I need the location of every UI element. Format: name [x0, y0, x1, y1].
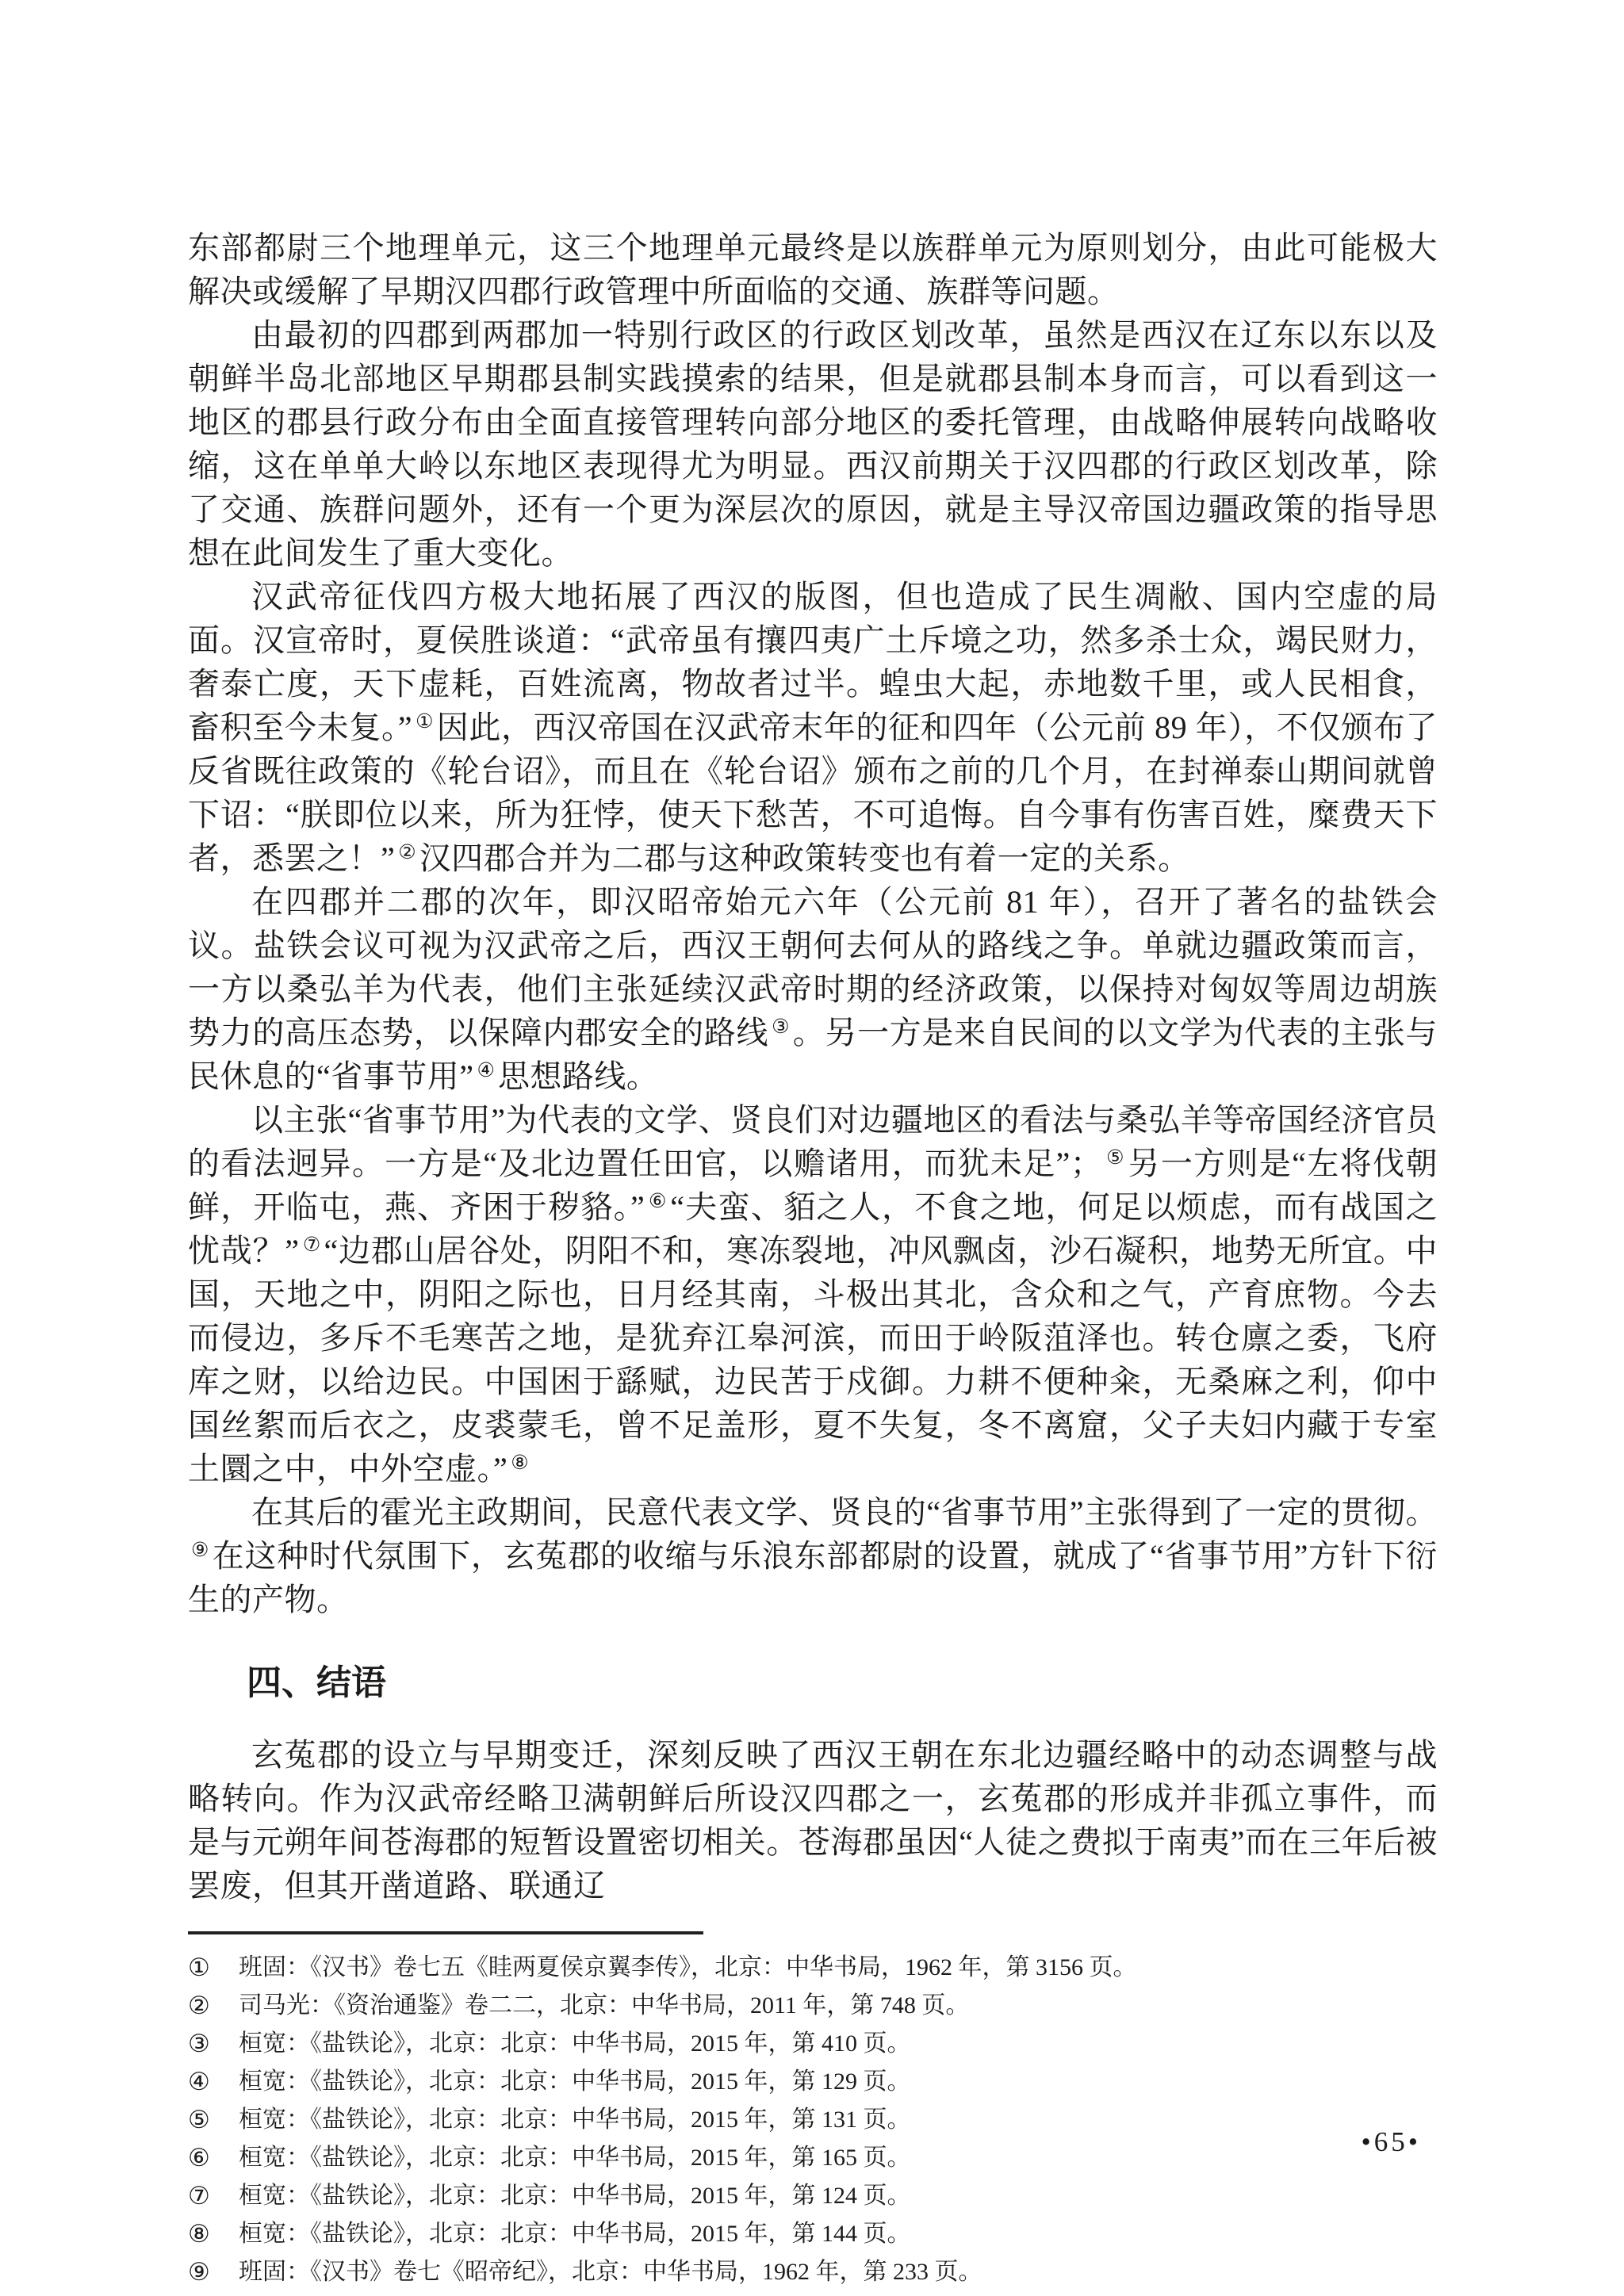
footnote-item: [188, 1987, 1438, 2025]
footnote-item: [188, 2215, 1438, 2253]
footnote-marker: ⑤: [188, 2106, 210, 2133]
footnote-item: [188, 2025, 1438, 2063]
footnote-text: 桓宽：《盐铁论》，北京：北京：中华书局，2015 年，第 144 页。: [239, 2221, 911, 2247]
footnote-reference: ⑥: [648, 1191, 668, 1212]
footnote-item: [188, 2101, 1438, 2139]
footnote-item: [188, 2139, 1438, 2177]
footnote-text: 桓宽：《盐铁论》，北京：北京：中华书局，2015 年，第 165 页。: [239, 2145, 911, 2171]
footnote-reference: ⑦: [302, 1234, 321, 1256]
footnote-marker: ①: [188, 1954, 210, 1981]
footnote-reference: ④: [477, 1060, 495, 1081]
page-number: •65•: [1361, 2126, 1421, 2157]
footnote-reference: ②: [398, 842, 416, 863]
footnotes-section: [188, 1931, 1438, 2291]
footnote-item: [188, 2063, 1438, 2101]
body-paragraph: 以主张“省事节用”为代表的文学、贤良们对边疆地区的看法与桑弘羊等帝国经济官员的看法迥异。一方是“及北边置任田官，以赡诸用，而犹未足”； ⑤ 另一方则是“左将伐朝鲜，开临屯，燕、齐困于秽貉。” ⑥ “夫蛮、貊之人，不食之地，何足以烦虑，而有战国之忧哉？” ⑦ “边郡山居谷处，阴阳不和，寒冻裂地，冲风飘卤，沙石凝积，地势无所宜。中国，天地之中，阴阳之际也，日月经其南，斗极出其北，含众和之气，产育庶物。今去而侵边，多斥不毛寒苦之地，是犹弃江皋河滨，而田于岭阪菹泽也。转仓廪之委，飞府库之财，以给边民。中国困于繇赋，边民苦于戍御。力耕不便种籴，无桑麻之利，仰中国丝絮而后衣之，皮裘蒙毛，曾不足盖形，夏不失复，冬不离窟，父子夫妇内藏于专室土圜之中，中外空虚。” ⑧: [188, 1102, 1438, 1487]
footnote-marker: ⑥: [188, 2144, 210, 2172]
body-paragraph: 东部都尉三个地理单元，这三个地理单元最终是以族群单元为原则划分，由此可能极大解决或缓解了早期汉四郡行政管理中所面临的交通、族群等问题。: [188, 230, 1438, 309]
footnote-reference: ③: [772, 1016, 790, 1038]
footnote-list: [188, 1949, 1438, 2291]
footnote-item: [188, 2253, 1438, 2291]
footnote-marker: ③: [188, 2030, 210, 2057]
footnote-reference: ⑤: [1105, 1147, 1125, 1169]
footnote-marker: ⑧: [188, 2220, 210, 2248]
footnote-separator: [188, 1931, 703, 1934]
footnote-text: 桓宽：《盐铁论》，北京：北京：中华书局，2015 年，第 131 页。: [239, 2107, 911, 2133]
footnote-text: 班固：《汉书》卷七五《眭两夏侯京翼李传》，北京：中华书局，1962 年，第 3156 页。: [239, 1954, 1137, 1980]
footnote-text: 桓宽：《盐铁论》，北京：北京：中华书局，2015 年，第 129 页。: [239, 2068, 911, 2095]
footnote-item: [188, 2177, 1438, 2215]
footnote-reference: ⑧: [511, 1452, 529, 1474]
footnote-marker: ⑦: [188, 2182, 210, 2210]
body-paragraph: 汉武帝征伐四方极大地拓展了西汉的版图，但也造成了民生凋敝、国内空虚的局面。汉宣帝时，夏侯胜谈道：“武帝虽有攘四夷广土斥境之功，然多杀士众，竭民财力，奢泰亡度，天下虚耗，百姓流离，物故者过半。蝗虫大起，赤地数千里，或人民相食，畜积至今未复。” ① 因此，西汉帝国在汉武帝末年的征和四年（公元前 89 年），不仅颁布了反省既往政策的《轮台诏》，而且在《轮台诏》颁布之前的几个月，在封禅泰山期间就曾下诏：“朕即位以来，所为狂悖，使天下愁苦，不可追悔。自今事有伤害百姓，糜费天下者，悉罢之！” ② 汉四郡合并为二郡与这种政策转变也有着一定的关系。: [188, 579, 1438, 876]
footnote-reference: ⑨: [191, 1540, 209, 1561]
footnote-item: [188, 1949, 1438, 1987]
footnote-marker: ⑨: [188, 2258, 210, 2286]
footnote-text: 班固：《汉书》卷七《昭帝纪》，北京：中华书局，1962 年，第 233 页。: [239, 2259, 982, 2285]
footnote-text: 桓宽：《盐铁论》，北京：北京：中华书局，2015 年，第 124 页。: [239, 2183, 911, 2209]
body-paragraph: 在四郡并二郡的次年，即汉昭帝始元六年（公元前 81 年），召开了著名的盐铁会议。盐铁会议可视为汉武帝之后，西汉王朝何去何从的路线之争。单就边疆政策而言，一方以桑弘羊为代表，他们主张延续汉武帝时期的经济政策，以保持对匈奴等周边胡族势力的高压态势，以保障内郡安全的路线 ③ 。另一方是来自民间的以文学为代表的主张与民休息的“省事节用” ④ 思想路线。: [188, 884, 1438, 1094]
section-heading: 四、结语: [247, 1663, 386, 1702]
footnote-reference: ①: [415, 711, 434, 733]
footnote-marker: ②: [188, 1992, 210, 2019]
body-blocks: [188, 226, 1438, 1908]
footnote-text: 司马光：《资治通鉴》卷二二，北京：中华书局，2011 年，第 748 页。: [239, 1992, 970, 2019]
body-paragraph: 玄菟郡的设立与早期变迁，深刻反映了西汉王朝在东北边疆经略中的动态调整与战略转向。作为汉武帝经略卫满朝鲜后所设汉四郡之一，玄菟郡的形成并非孤立事件，而是与元朔年间苍海郡的短暂设置密切相关。苍海郡虽因“人徒之费拟于南夷”而在三年后被罢废，但其开凿道路、联通辽: [188, 1737, 1438, 1904]
body-paragraph: 在其后的霍光主政期间，民意代表文学、贤良的“省事节用”主张得到了一定的贯彻。⑨ 在这种时代氛围下，玄菟郡的收缩与乐浪东部都尉的设置，就成了“省事节用”方针下衍生的产物。: [188, 1494, 1438, 1617]
page-content: [188, 226, 1438, 2291]
footnote-text: 桓宽：《盐铁论》，北京：北京：中华书局，2015 年，第 410 页。: [239, 2030, 911, 2057]
footnote-marker: ④: [188, 2068, 210, 2095]
body-paragraph: 由最初的四郡到两郡加一特别行政区的行政区划改革，虽然是西汉在辽东以东以及朝鲜半岛北部地区早期郡县制实践摸索的结果，但是就郡县制本身而言，可以看到这一地区的郡县行政分布由全面直接管理转向部分地区的委托管理，由战略伸展转向战略收缩，这在单单大岭以东地区表现得尤为明显。西汉前期关于汉四郡的行政区划改革，除了交通、族群问题外，还有一个更为深层次的原因，就是主导汉帝国边疆政策的指导思想在此间发生了重大变化。: [188, 317, 1438, 571]
